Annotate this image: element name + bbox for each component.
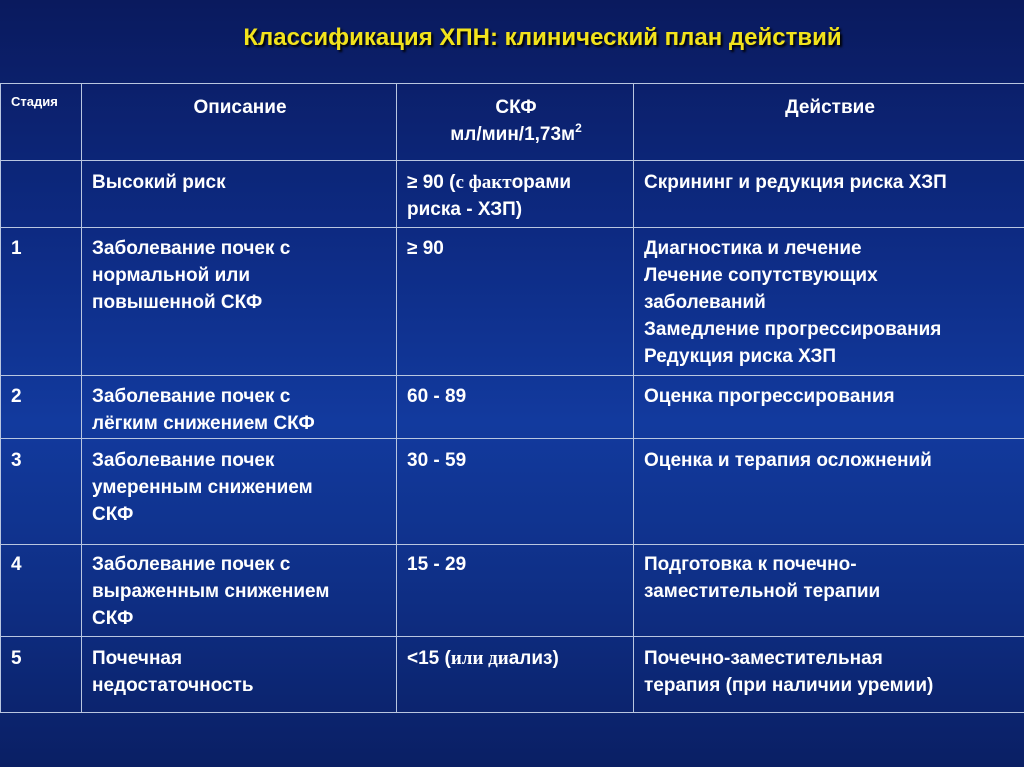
action-line: Оценка прогрессирования [644, 386, 895, 407]
description-cell [82, 637, 397, 713]
header-action: Действие [634, 84, 1024, 161]
table-header-row [1, 84, 1024, 161]
description-line: Заболевание почек с [92, 238, 291, 259]
action-cell [634, 228, 1024, 376]
action-line: Замедление прогрессирования [644, 319, 942, 340]
slide-title: Классификация ХПН: клинический план действий [243, 24, 842, 51]
gfr-text-serif: или ди [450, 648, 509, 669]
table-row [1, 161, 1024, 228]
action-line: заместительной терапии [644, 581, 881, 602]
description-cell [82, 228, 397, 376]
stage-cell: 3 [1, 439, 82, 545]
action-line: Подготовка к почечно- [644, 554, 857, 575]
gfr-text: <15 ( [407, 648, 451, 669]
gfr-cell [397, 545, 634, 637]
description-line: Заболевание почек с [92, 386, 291, 407]
stage-cell: 4 [1, 545, 82, 637]
description-line: умеренным снижением [92, 477, 313, 498]
description-line: повышенной СКФ [92, 292, 263, 313]
table-row [1, 439, 1024, 545]
header-description: Описание [82, 84, 397, 161]
gfr-line [407, 645, 625, 672]
description-cell [82, 376, 397, 439]
description-line: недостаточность [92, 675, 254, 696]
table-row [1, 228, 1024, 376]
gfr-line [407, 169, 625, 196]
gfr-text-serif: с факт [455, 172, 512, 193]
stage-cell: 5 [1, 637, 82, 713]
gfr-text: орами [511, 172, 572, 193]
table-row [1, 545, 1024, 637]
action-line: терапия (при наличии уремии) [644, 675, 934, 696]
header-gfr [397, 84, 634, 161]
description-line: лёгким снижением СКФ [92, 413, 315, 434]
header-gfr-line1: СКФ [495, 97, 537, 118]
gfr-cell [397, 439, 634, 545]
gfr-line: ≥ 90 [407, 238, 444, 259]
table-row [1, 637, 1024, 713]
header-gfr-unit: мл/мин/1,73м [450, 124, 576, 145]
gfr-cell [397, 228, 634, 376]
description-line: Высокий риск [92, 172, 226, 193]
action-line: Лечение сопутствующих [644, 265, 878, 286]
description-line: Заболевание почек с [92, 554, 291, 575]
gfr-cell [397, 376, 634, 439]
gfr-text: ализ) [508, 648, 559, 669]
ckd-classification-table [0, 83, 1024, 713]
table-row [1, 376, 1024, 439]
gfr-text: ≥ 90 ( [407, 172, 456, 193]
action-cell [634, 637, 1024, 713]
action-line: Редукция риска ХЗП [644, 346, 837, 367]
action-line: заболеваний [644, 292, 766, 313]
description-cell [82, 161, 397, 228]
header-gfr-line2 [407, 121, 625, 148]
action-cell [634, 161, 1024, 228]
header-gfr-sup: 2 [575, 121, 582, 135]
gfr-line: 30 - 59 [407, 450, 467, 471]
stage-cell [1, 161, 82, 228]
action-line: Почечно-заместительная [644, 648, 883, 669]
action-cell [634, 376, 1024, 439]
stage-cell: 1 [1, 228, 82, 376]
header-stage: Стадия [1, 84, 82, 161]
description-line: СКФ [92, 504, 134, 525]
gfr-cell [397, 161, 634, 228]
gfr-line: риска - ХЗП) [407, 199, 523, 220]
gfr-cell [397, 637, 634, 713]
action-cell [634, 439, 1024, 545]
stage-cell: 2 [1, 376, 82, 439]
description-line: СКФ [92, 608, 134, 629]
description-cell [82, 545, 397, 637]
action-line: Диагностика и лечение [644, 238, 862, 259]
action-line: Оценка и терапия осложнений [644, 450, 932, 471]
gfr-line: 60 - 89 [407, 386, 467, 407]
description-cell [82, 439, 397, 545]
description-line: нормальной или [92, 265, 251, 286]
description-line: Заболевание почек [92, 450, 275, 471]
action-cell [634, 545, 1024, 637]
gfr-line: 15 - 29 [407, 554, 467, 575]
description-line: выраженным снижением [92, 581, 330, 602]
action-line: Скрининг и редукция риска ХЗП [644, 172, 947, 193]
description-line: Почечная [92, 648, 183, 669]
